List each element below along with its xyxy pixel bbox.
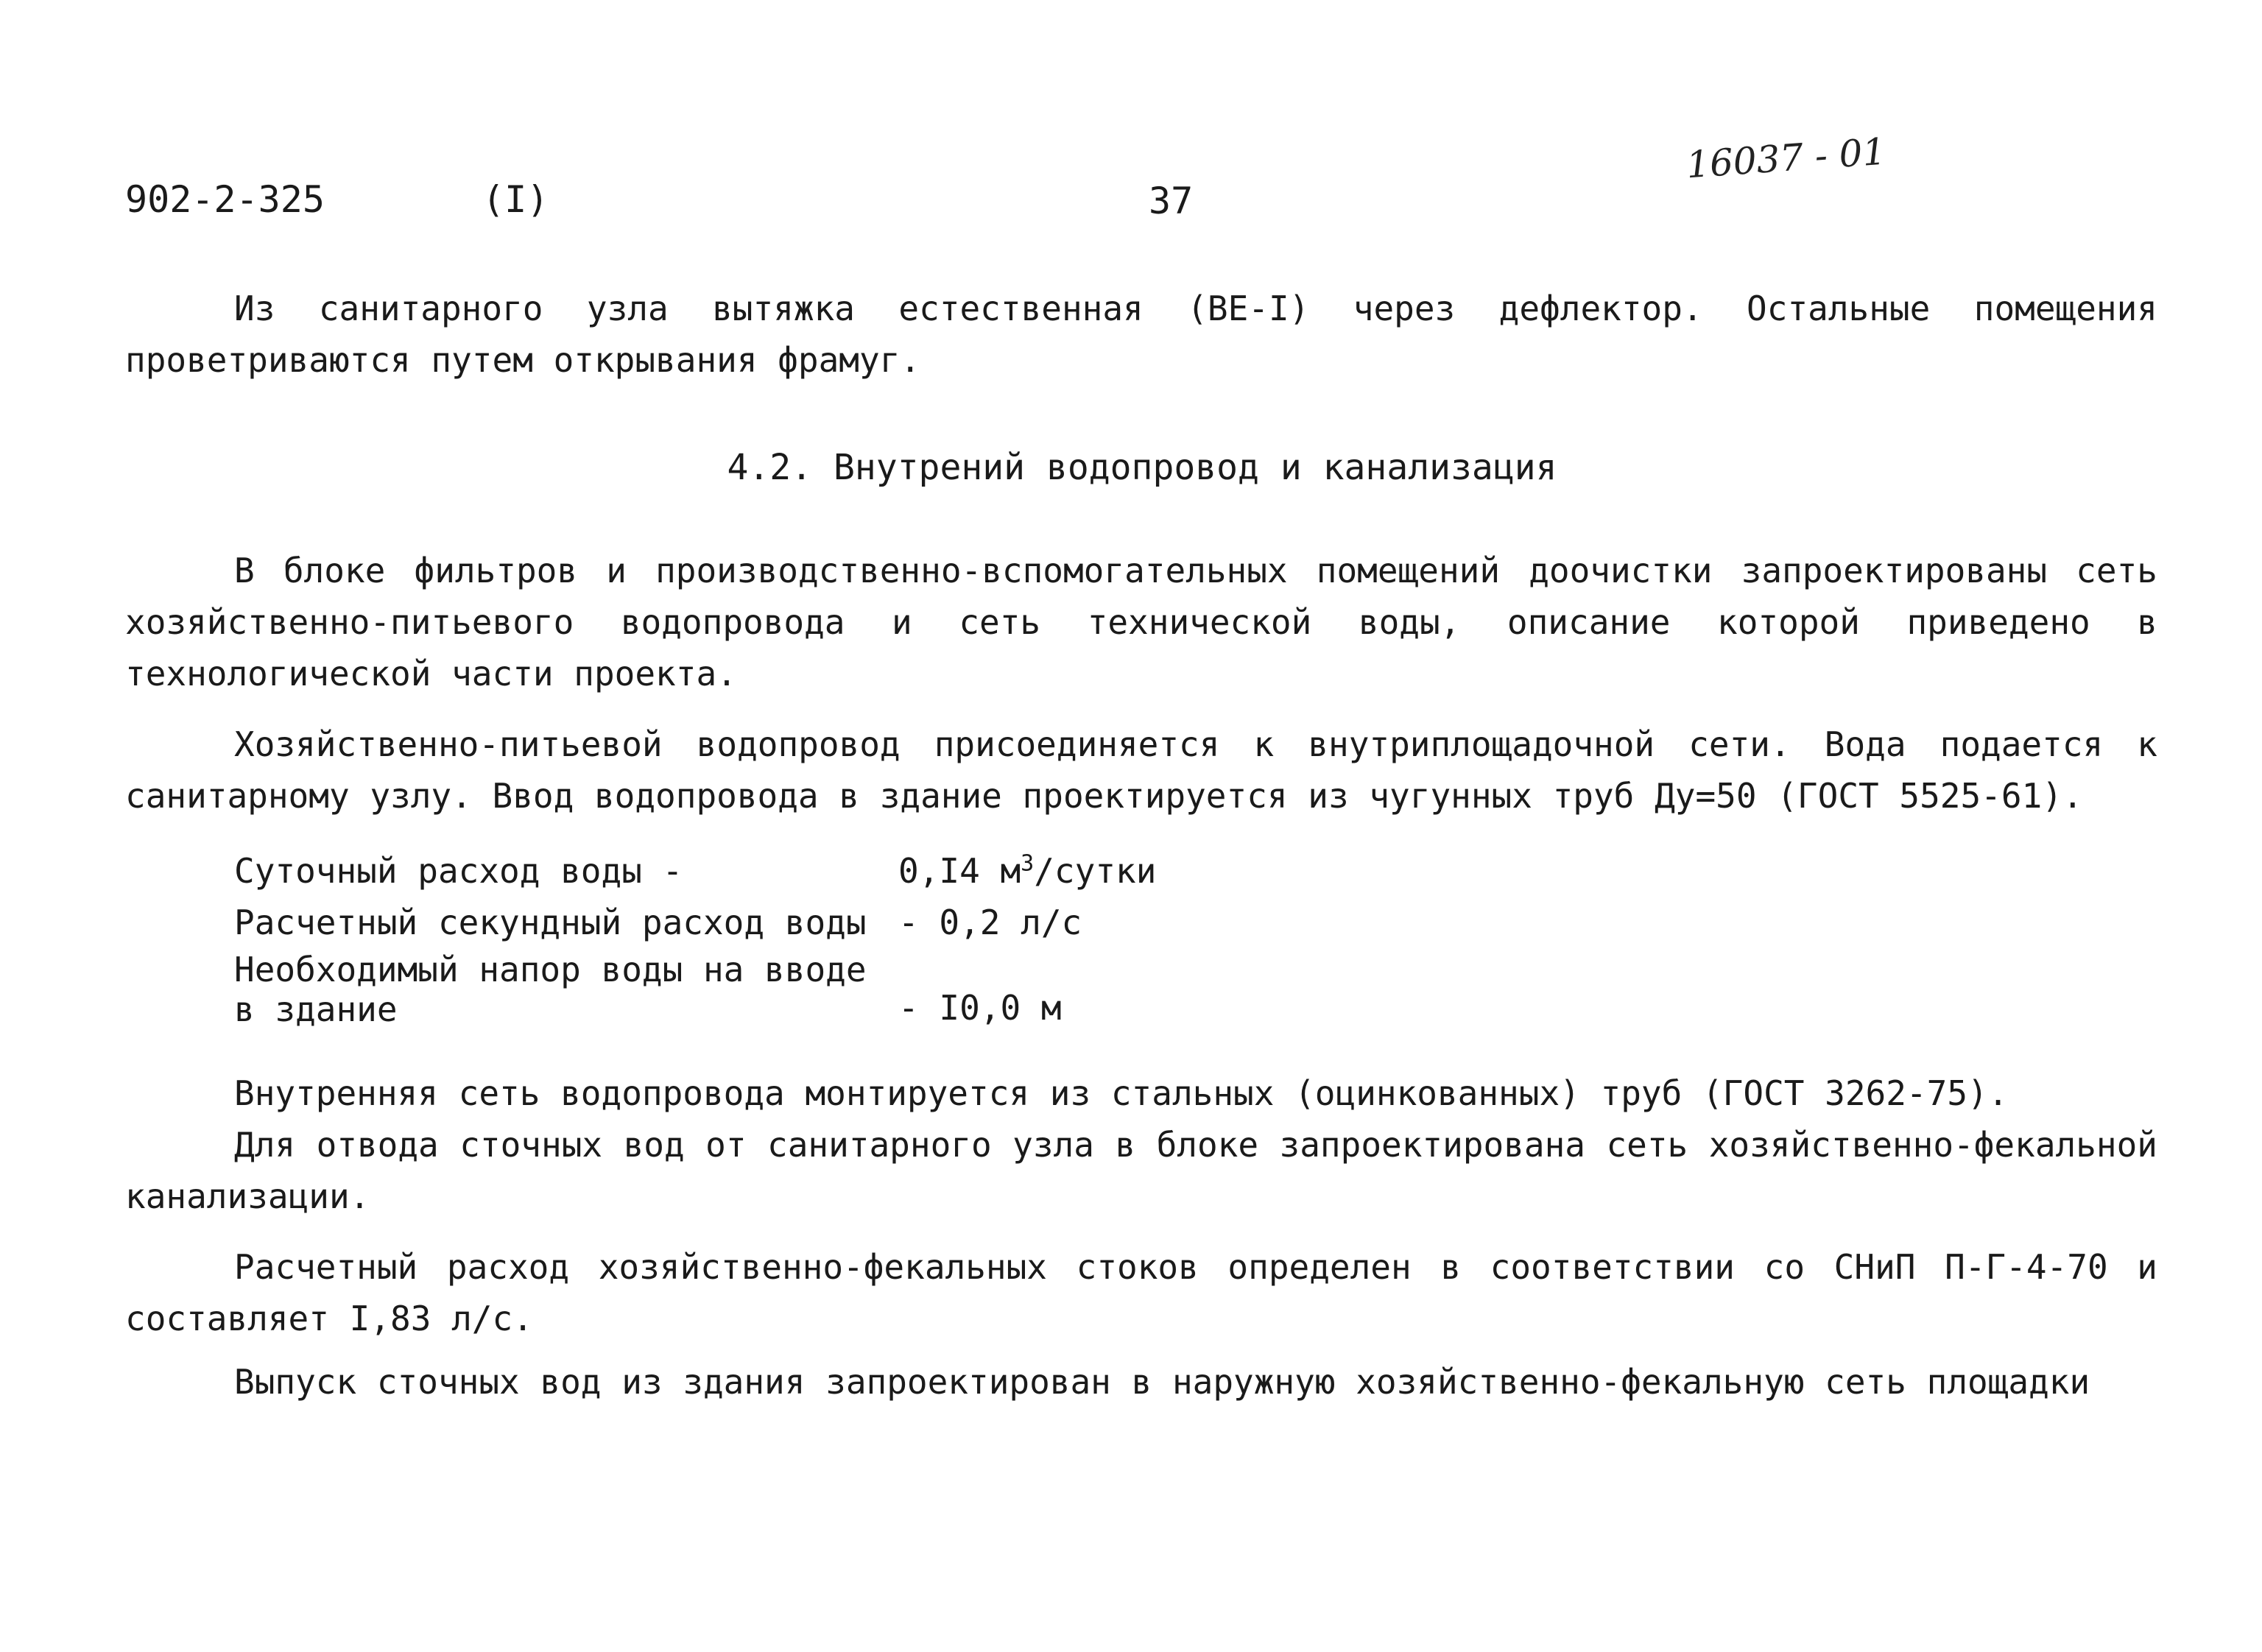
paragraph-domestic-water-supply: Хозяйственно-питьевой водопровод присоединяется к внутриплощадочной сети. Вода подается к санитарному узлу. Ввод водопровода в здание проектируется из чугунных труб Ду=50 (ГОСТ 5525-61). [125, 724, 2157, 816]
paragraph-ventilation: Из санитарного узла вытяжка естественная (BE-I) через дефлектор. Остальные помещения проветриваются путем открывания фрамуг. [125, 289, 2157, 380]
required-pressure-label: Необходимый напор воды на вводе в здание [234, 950, 867, 1029]
paragraph-sewage-flow: Расчетный расход хозяйственно-фекальных стоков определен в соответствии со СНиП П-Г-4-70 и составляет I,83 л/с. [125, 1247, 2157, 1338]
handwritten-inventory-number: 16037 - 01 [1685, 130, 1888, 187]
design-second-flow-label: Расчетный секундный расход воды [234, 903, 867, 942]
section-heading: 4.2. Внутрений водопровод и канализация [727, 447, 1557, 488]
daily-water-flow-value: 0,I4 $м^3$/сутки [898, 850, 1157, 891]
document-code: 902-2-325 [125, 178, 325, 221]
paragraph-sewage-network: Для отвода сточных вод от санитарного узла в блоке запроектирована сеть хозяйственно-фекальной канализации. [125, 1125, 2157, 1216]
issue-number: (I) [482, 178, 549, 221]
paragraph-internal-network: Внутренняя сеть водопровода монтируется из стальных (оцинкованных) труб (ГОСТ 3262-75). [234, 1073, 2009, 1113]
paragraph-sewage-outlet: Выпуск сточных вод из здания запроектирован в наружную хозяйственно-фекальную сеть площадки [234, 1362, 2090, 1402]
page-number: 37 [1149, 180, 1194, 222]
paragraph-water-networks: В блоке фильтров и производственно-вспомогательных помещений доочистки запроектированы сеть хозяйственно-питьевого водопровода и сеть технической воды, описание которой приведено в технологической части проекта. [125, 551, 2157, 693]
daily-water-flow-label: Суточный расход воды - [234, 851, 683, 891]
design-second-flow-value: - 0,2 л/с [898, 903, 1082, 942]
required-pressure-value: - I0,0 м [898, 988, 1062, 1028]
